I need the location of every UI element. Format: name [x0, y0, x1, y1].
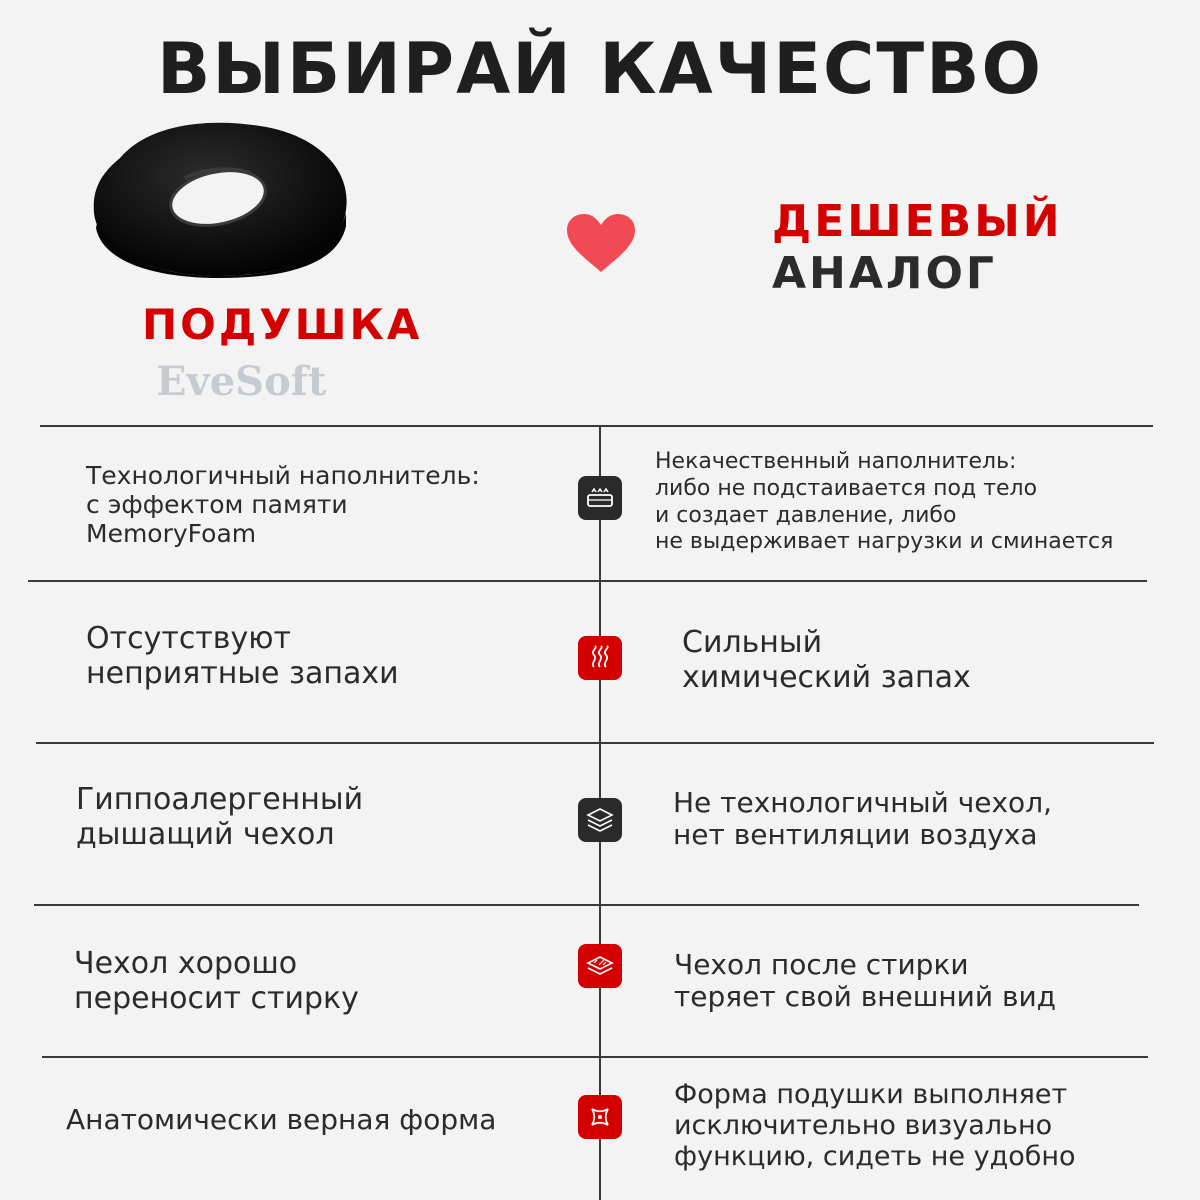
row-1-right: Некачественный наполнитель: либо не подстаивается под тело и создает давление, либо не выдерживает нагрузки и сминается	[655, 449, 1114, 555]
row-divider	[34, 904, 1139, 906]
row-divider	[36, 742, 1154, 744]
row-2-right: Сильный химический запах	[682, 625, 971, 695]
row-5-right: Форма подушки выполняет исключительно визуально функцию, сидеть не удобно	[674, 1079, 1076, 1173]
row-divider	[28, 580, 1147, 582]
row-1-left: Технологичный наполнитель: с эффектом памяти MemoryFoam	[86, 461, 480, 548]
anatomic-shape-icon	[578, 1095, 622, 1139]
row-divider	[40, 425, 1153, 427]
row-4-right: Чехол после стирки теряет свой внешний вид	[674, 948, 1057, 1014]
row-divider	[42, 1056, 1148, 1058]
right-brand-line2: АНАЛОГ	[772, 248, 997, 299]
page-title: ВЫБИРАЙ КАЧЕСТВО	[156, 28, 1043, 110]
washing-layers-icon	[578, 944, 622, 988]
evesoft-logo: EveSoft	[156, 358, 327, 405]
cushion-image	[90, 118, 352, 278]
row-3-left: Гиппоалергенный дышащий чехол	[76, 782, 364, 852]
left-brand-label: ПОДУШКА	[142, 300, 423, 349]
row-2-left: Отсутствуют неприятные запахи	[86, 621, 399, 691]
breathable-layers-icon	[578, 798, 622, 842]
row-3-right: Не технологичный чехол, нет вентиляции воздуха	[673, 786, 1052, 852]
right-brand-line1: ДЕШЕВЫЙ	[772, 196, 1063, 247]
odor-waves-icon	[578, 636, 622, 680]
foam-layers-icon	[578, 476, 622, 520]
row-4-left: Чехол хорошо переносит стирку	[74, 946, 359, 1016]
row-5-left: Анатомически верная форма	[66, 1103, 497, 1136]
heart-icon	[565, 212, 637, 274]
